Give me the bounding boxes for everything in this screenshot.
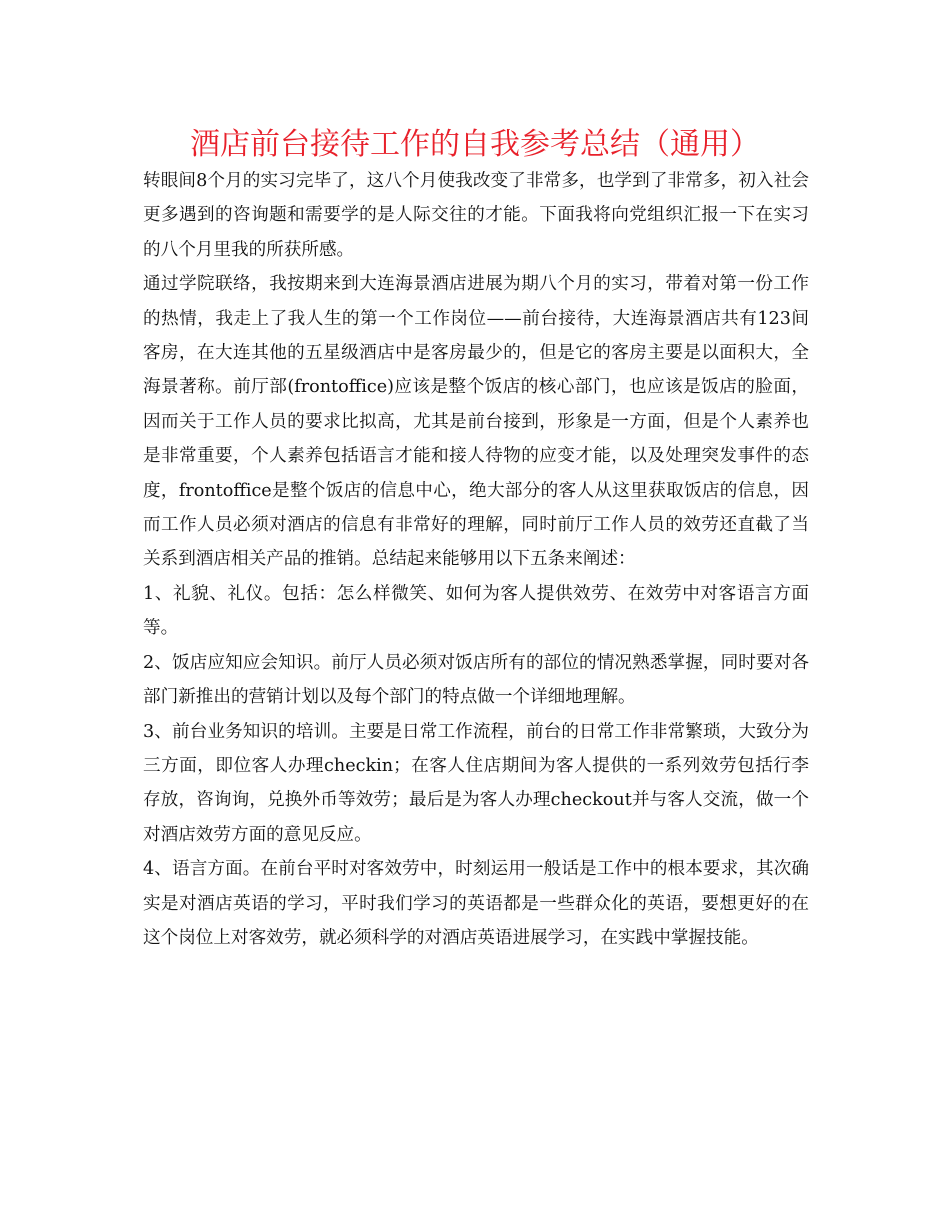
document-title: 酒店前台接待工作的自我参考总结（通用）: [190, 127, 760, 162]
paragraph-intro: 转眼间8个月的实习完毕了，这八个月使我改变了非常多，也学到了非常多，初入社会更多遇到的咨询题和需要学的是人际交往的才能。下面我将向党组织汇报一下在实习的八个月里我的所获所感。: [143, 171, 809, 260]
paragraph-point-2: 2、饭店应知应会知识。前厅人员必须对饭店所有的部位的情况熟悉掌握，同时要对各部门新推出的营销计划以及每个部门的特点做一个详细地理解。: [143, 652, 809, 708]
paragraph-internship: 通过学院联络，我按期来到大连海景酒店进展为期八个月的实习，带着对第一份工作的热情，我走上了我人生的第一个工作岗位——前台接待，大连海景酒店共有123间客房，在大连其他的五星级酒店中是客房最少的，但是它的客房主要是以面积大，全海景著称。前厅部(frontoffice)应该是整个饭店的核心部门，也应该是饭店的脸面，因而关于工作人员的要求比拟高，尤其是前台接到，形象是一方面，但是个人素养也是非常重要，个人素养包括语言才能和接人待物的应变才能，以及处理突发事件的态度，frontoffice是整个饭店的信息中心，绝大部分的客人从这里获取饭店的信息，因而工作人员必须对酒店的信息有非常好的理解，同时前厅工作人员的效劳还直截了当关系到酒店相关产品的推销。总结起来能够用以下五条来阐述：: [143, 274, 809, 570]
document-body: [143, 164, 809, 955]
paragraph-point-4: 4、语言方面。在前台平时对客效劳中，时刻运用一般话是工作中的根本要求，其次确实是对酒店英语的学习，平时我们学习的英语都是一些群众化的英语，要想更好的在这个岗位上对客效劳，就必须科学的对酒店英语进展学习，在实践中掌握技能。: [143, 859, 809, 948]
paragraph-point-1: 1、礼貌、礼仪。包括：怎么样微笑、如何为客人提供效劳、在效劳中对客语言方面等。: [143, 583, 809, 639]
paragraph-point-3: 3、前台业务知识的培训。主要是日常工作流程，前台的日常工作非常繁琐，大致分为三方面，即位客人办理checkin；在客人住店期间为客人提供的一系列效劳包括行李存放，咨询询，兑换外币等效劳；最后是为客人办理checkout并与客人交流，做一个对酒店效劳方面的意见反应。: [143, 721, 809, 845]
